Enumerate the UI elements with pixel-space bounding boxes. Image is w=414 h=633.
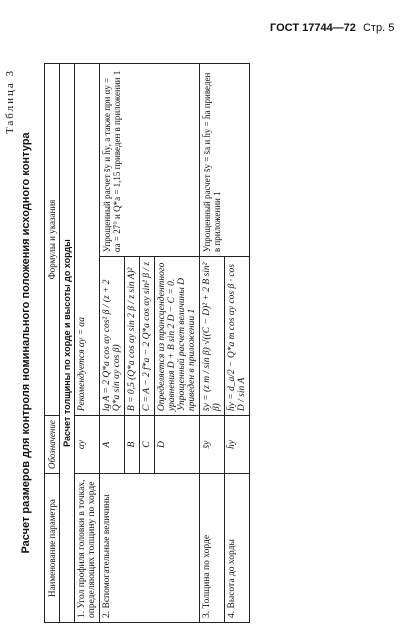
param-name: 3. Толщина по хорде <box>200 474 225 623</box>
param-formula: h̄y = d_a/2 − Q*a m cos αy cos β · cos D / sin A <box>225 257 250 416</box>
table-row <box>100 64 125 623</box>
param-symbol: h̄y <box>225 416 250 474</box>
col-header-formula: Формулы и указания <box>45 64 60 416</box>
param-formula: C = A − 2 f*a − 2 Q*a cos αy sin² β / z <box>140 257 155 416</box>
page-header <box>270 22 394 34</box>
param-symbol: D <box>155 416 200 474</box>
table-row <box>75 64 100 623</box>
section-row <box>60 64 75 623</box>
section-title: Расчет толщины по хорде и высоты до хорды <box>60 64 75 623</box>
page-number: Стр. 5 <box>362 22 395 34</box>
param-symbol: C <box>140 416 155 474</box>
param-formula: Рекомендуется αy = αa <box>75 64 100 416</box>
table-label: Таблица 3 <box>4 69 16 135</box>
col-header-symbol: Обозначение <box>45 416 60 474</box>
col-header-name: Наименование параметра <box>45 474 60 623</box>
param-formula: Определяется из трансцендентного уравнения D + B sin 2 D − C = 0. Упрощенный расчет величины D приведен в приложении 1 <box>155 257 200 416</box>
param-formula: lg A = 2 Q*a cos αy cos² β / (z + 2 Q*a sin αy cos β) <box>100 257 125 416</box>
table-header-row <box>45 64 60 623</box>
param-symbol: A <box>100 416 125 474</box>
param-name: 4. Высота до хорды <box>225 474 250 623</box>
param-symbol: αy <box>75 416 100 474</box>
table-title: Расчет размеров для контроля номинального положения исходного контура <box>20 132 32 554</box>
rotated-table-area <box>0 53 400 633</box>
param-name: 2. Вспомогательные величины <box>100 474 200 623</box>
param-formula: s̄y = (z m / sin β) √((C − D)² + 2 B sin² β) <box>200 257 225 416</box>
standard-code: ГОСТ 17744—72 <box>270 22 356 34</box>
param-symbol: s̄y <box>200 416 225 474</box>
param-note: Упрощенный расчет s̄y и h̄y, а также при αy = αa = 27° и Q*a = 1,15 приведен в приложении 1 <box>100 64 200 257</box>
param-formula: B = 0,5 (Q*a cos αy sin 2 β / z sin A)² <box>125 257 140 416</box>
param-symbol: B <box>125 416 140 474</box>
param-note: Упрощенный расчет s̄y = s̄a и h̄y = h̄a приведен в приложении 1 <box>200 64 250 257</box>
table-row <box>200 64 225 623</box>
parameters-table <box>44 63 250 623</box>
param-name: 1. Угол профиля головки в точках, определяющих толщину по хорде <box>75 474 100 623</box>
